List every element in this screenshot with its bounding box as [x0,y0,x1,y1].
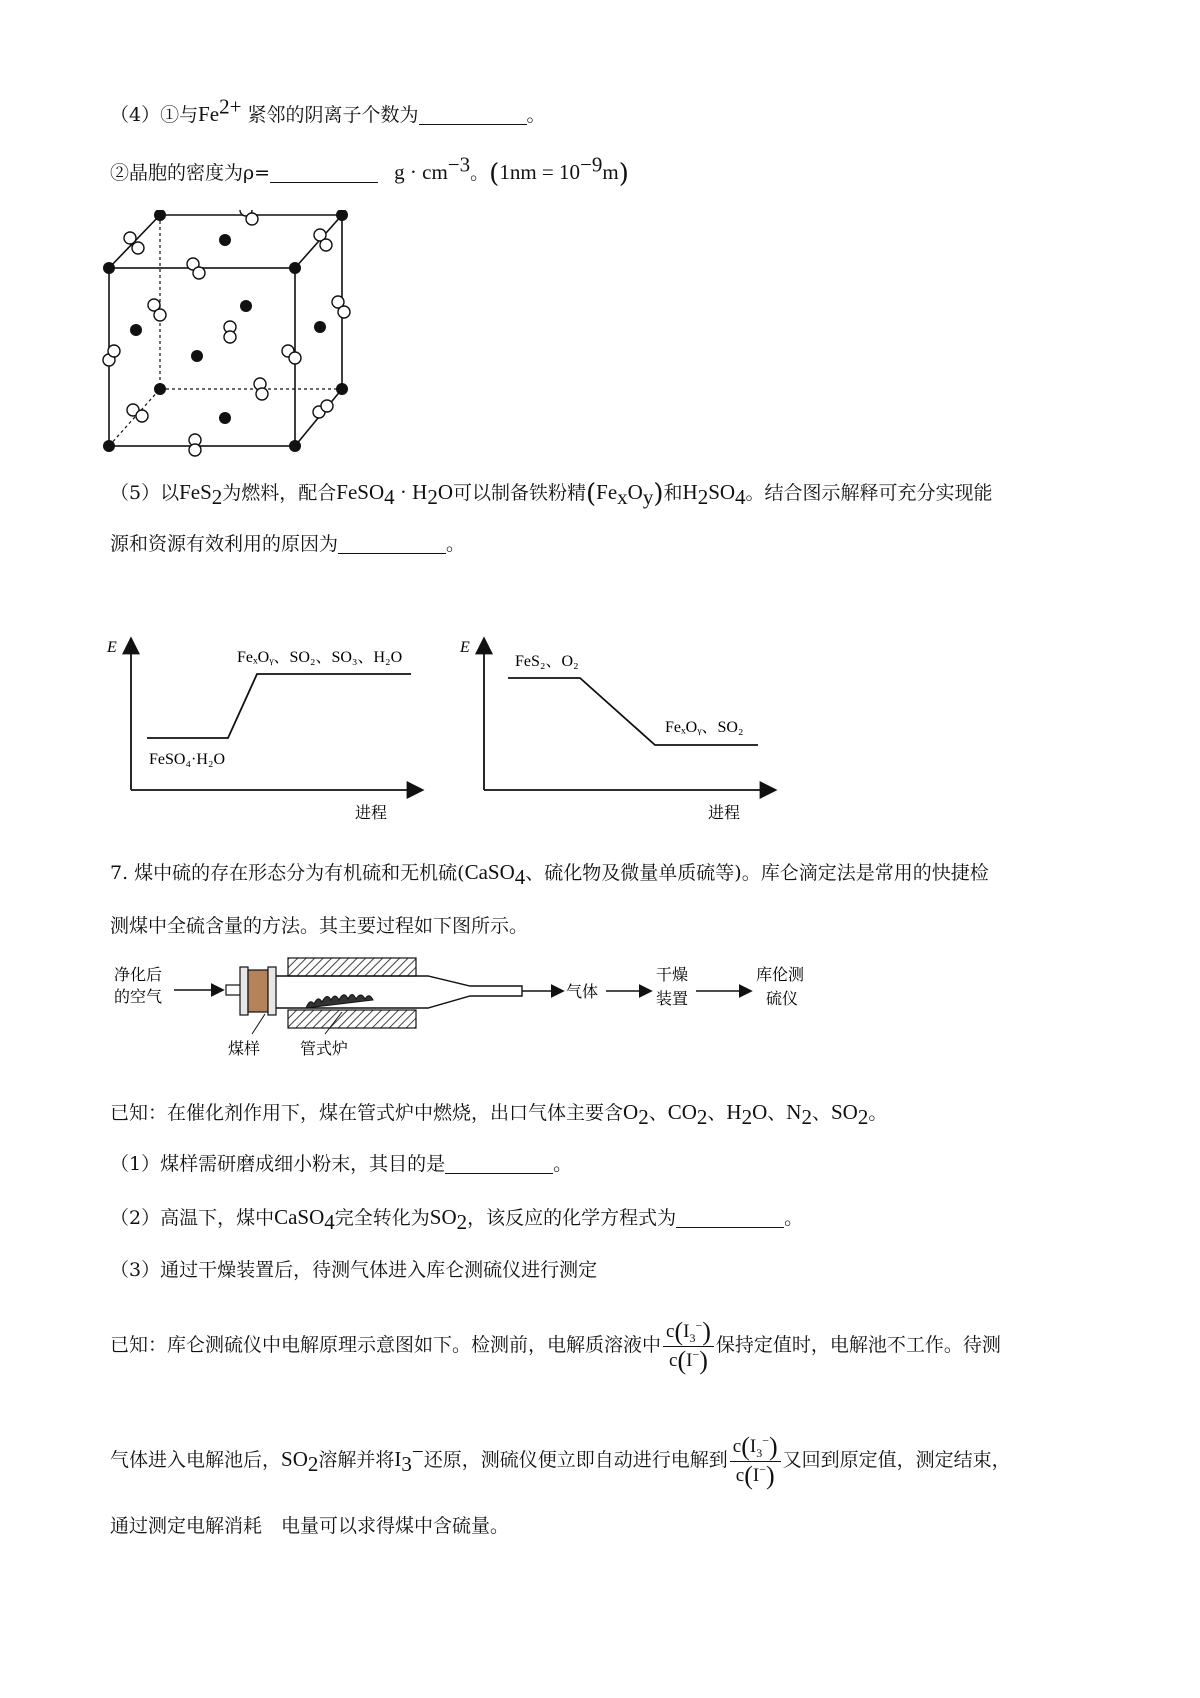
sub: 4 [324,1209,335,1234]
i3: I [394,1447,402,1471]
fe-atom [336,383,348,395]
q6-4-line2: ②晶胞的密度为$\rho= g \cdot cm^{-3}$。$(1nm = 10^{-9}m)$ [110,152,629,189]
known2-text: 已知：库仑测硫仪中电解原理示意图如下。检测前，电解质溶液中 [110,1334,662,1356]
period: 。 [446,533,466,555]
caso4: CaSO [274,1205,325,1229]
answer-blank[interactable] [270,162,378,183]
q7-2-text: 完全转化为 [334,1207,430,1229]
known2-text: 溶解并将 [318,1449,395,1471]
coal-sample [306,995,373,1009]
y-axis-label: E [107,639,117,656]
known2-text: 保持定值时，电解池不工作。待测 [715,1334,1001,1356]
furnace-label: 管式炉 [300,1039,349,1058]
known2-line2 [110,1424,1011,1494]
period: 。 [784,1207,804,1229]
crystal-cell-diagram [100,210,360,470]
gas-label: 气体 [566,982,599,1001]
high-level-label: FeₓOᵧ、SO₂、SO₃、H₂O [237,649,403,666]
q6-5-text: 可以制备铁粉精 [453,482,587,504]
caso4: CaSO [464,860,515,884]
q7-3-text: （3）通过干燥装置后，待测气体进入库仑测硫仪进行测定 [110,1259,598,1281]
fexoy: Fe [596,480,618,504]
fes2: FeS [179,480,212,504]
sup: − [759,1462,766,1477]
coulometer-label-1: 库伦测 [756,965,805,984]
concentration-ratio: $\frac{c(I_3^-)}{c(I^-)}$ [730,1435,781,1488]
sample-label: 煤样 [228,1039,261,1058]
so2: SO [281,1447,308,1471]
q6-5-text: 源和资源有效利用的原因为 [110,533,339,555]
q6-4-line1 [110,94,546,129]
o2: O [623,1100,639,1124]
c: c [669,1349,678,1371]
air-label-2: 的空气 [114,987,163,1006]
known1-text: 已知：在催化剂作用下，煤在管式炉中燃烧，出口气体主要含 [110,1102,624,1124]
known1-line [110,1098,887,1127]
fe-atom [130,324,142,336]
sub: 2 [741,1104,753,1129]
q7-text: 7. 煤中硫的存在形态分为有机硫和无机硫( [110,862,465,884]
q7-2-text: （2）高温下，煤中 [110,1207,275,1229]
iodine: I [749,1435,757,1457]
sup: − [692,1347,700,1362]
fe-atom [191,350,203,362]
answer-blank[interactable] [338,533,446,554]
sub: 2 [456,1209,468,1234]
x-axis-label: 进程 [355,803,388,820]
conversion-unit: m [602,160,619,184]
c: c [732,1435,742,1457]
stopper [268,967,276,1015]
low-level-label: FeSO₄·H₂O [149,751,226,768]
so2: SO [830,1100,858,1124]
high-level-label: FeS₂、O₂ [515,653,579,670]
iodide: I [752,1464,760,1486]
c: c [735,1464,745,1486]
sub: y [642,484,654,509]
sub: 4 [514,864,526,889]
apparatus-diagram [110,950,890,1070]
h2so4: H [682,480,698,504]
sub: 2 [696,1104,708,1129]
q7-2-text: ，该反应的化学方程式为 [467,1207,677,1229]
sub: 2 [638,1104,649,1129]
period: 。 [526,104,546,126]
answer-blank[interactable] [676,1207,784,1228]
known2-text: 气体进入电解池后， [110,1449,282,1471]
h2so4-so: SO [708,480,736,504]
known2-text: 还原，测硫仪便立即自动进行电解到 [423,1449,728,1471]
sup: − [762,1433,769,1448]
furnace-top [288,958,416,976]
sub: 2 [427,484,438,509]
q7-1-text: （1）煤样需研磨成细小粉末，其目的是 [110,1153,446,1175]
conversion: 1nm = 10 [499,160,580,184]
fe-atom [103,440,115,452]
fe-atom [103,262,115,274]
h2o: · H [394,480,428,504]
iodide: I [686,1349,693,1371]
sep: 、 [811,1102,831,1124]
q7-text: 测煤中全硫含量的方法。其主要过程如下图所示。 [110,915,529,937]
air-label-1: 净化后 [114,965,163,984]
co2: CO [667,1100,697,1124]
furnace-bottom [288,1010,416,1028]
concentration-ratio: $\frac{c(I_3^-)}{c(I^-)}$ [663,1320,714,1373]
coulometer-label-2: 硫仪 [766,989,799,1008]
n2: N [786,1100,802,1124]
c: c [666,1320,675,1342]
h2o-o: O [752,1100,768,1124]
sub: 2 [211,484,223,509]
stopper [240,967,248,1015]
sep: 、 [767,1102,787,1124]
sub: 2 [801,1104,812,1129]
x-axis-label: 进程 [708,803,741,820]
known2-text: 又回到原定值，测定结束， [782,1449,1011,1471]
unit-exp: −3 [447,152,471,177]
period: 。 [553,1153,573,1175]
known2-line3 [110,1512,509,1540]
dryer-label-2: 装置 [656,989,689,1008]
density-unit: g · cm [394,160,448,184]
fe-atom [289,440,301,452]
stopper-core [248,970,268,1012]
iodine: I [683,1320,690,1342]
fe-atom [219,234,231,246]
q7-line2 [110,912,528,940]
sub: 2 [307,1451,319,1476]
sep: 、 [707,1102,727,1124]
energy-diagram-1 [105,630,425,820]
energy-path [147,674,411,738]
dryer-label-1: 干燥 [656,965,689,984]
fe-atom [219,412,231,424]
fe-atom [289,262,301,274]
q7-2-line [110,1203,803,1232]
h2o-o: O [437,480,453,504]
known2-text: 通过测定电解消耗 电量可以求得煤中含硫量。 [110,1515,510,1537]
sub: 2 [857,1104,869,1129]
q6-5-line2 [110,530,465,558]
so2: SO [429,1205,457,1229]
q6-4-text: （4）①与 [110,104,199,126]
fe-atom [240,300,252,312]
fe-charge: 2+ [219,94,242,119]
answer-blank[interactable] [419,104,527,125]
fe-atom [154,383,166,395]
sup: − [695,1318,703,1333]
sub: 2 [697,484,709,509]
density-prefix: ②晶胞的密度为ρ= [110,162,271,184]
fe-atom [314,321,326,333]
y-axis-label: E [460,639,470,656]
sub: 3 [401,1451,412,1476]
q7-line1 [110,858,989,887]
q6-4-text-tail: 紧邻的阴离子个数为 [247,104,419,126]
q6-5-text: （5）以 [110,482,180,504]
q6-5-text: 和 [663,482,683,504]
fexoy-o: O [627,480,643,504]
period: 。 [868,1102,888,1124]
q6-5-line1: （5）以FeS$_2$为燃料，配合FeSO$_4$ · $H_2O$可以制备铁粉精$(Fe_xO_y)$和$H_2SO_4$。结合图示解释可充分实现能 [110,479,993,509]
sub: 3 [689,1330,696,1345]
sup: − [411,1439,424,1464]
q7-1-line [110,1150,572,1178]
period: 。 [470,162,490,184]
sep: 、 [648,1102,668,1124]
q6-5-text: 为燃料，配合 [222,482,337,504]
sub: 4 [384,484,395,509]
q6-5-text: 。结合图示解释可充分实现能 [745,482,993,504]
sub: 3 [756,1445,763,1460]
conversion-exp: −9 [580,152,603,177]
low-level-label: FeₓOᵧ、SO₂ [665,719,744,736]
sub: x [617,484,628,509]
feso4: FeSO [336,480,385,504]
q7-3-line [110,1256,597,1284]
fe-ion: Fe [198,102,220,126]
known2-line1 [110,1310,1001,1380]
sub: 4 [735,484,746,509]
answer-blank[interactable] [445,1153,553,1174]
q7-text: 、硫化物及微量单质硫等)。库仑滴定法是常用的快捷检 [525,862,989,884]
h2o: H [726,1100,742,1124]
energy-diagram-2 [458,630,778,820]
